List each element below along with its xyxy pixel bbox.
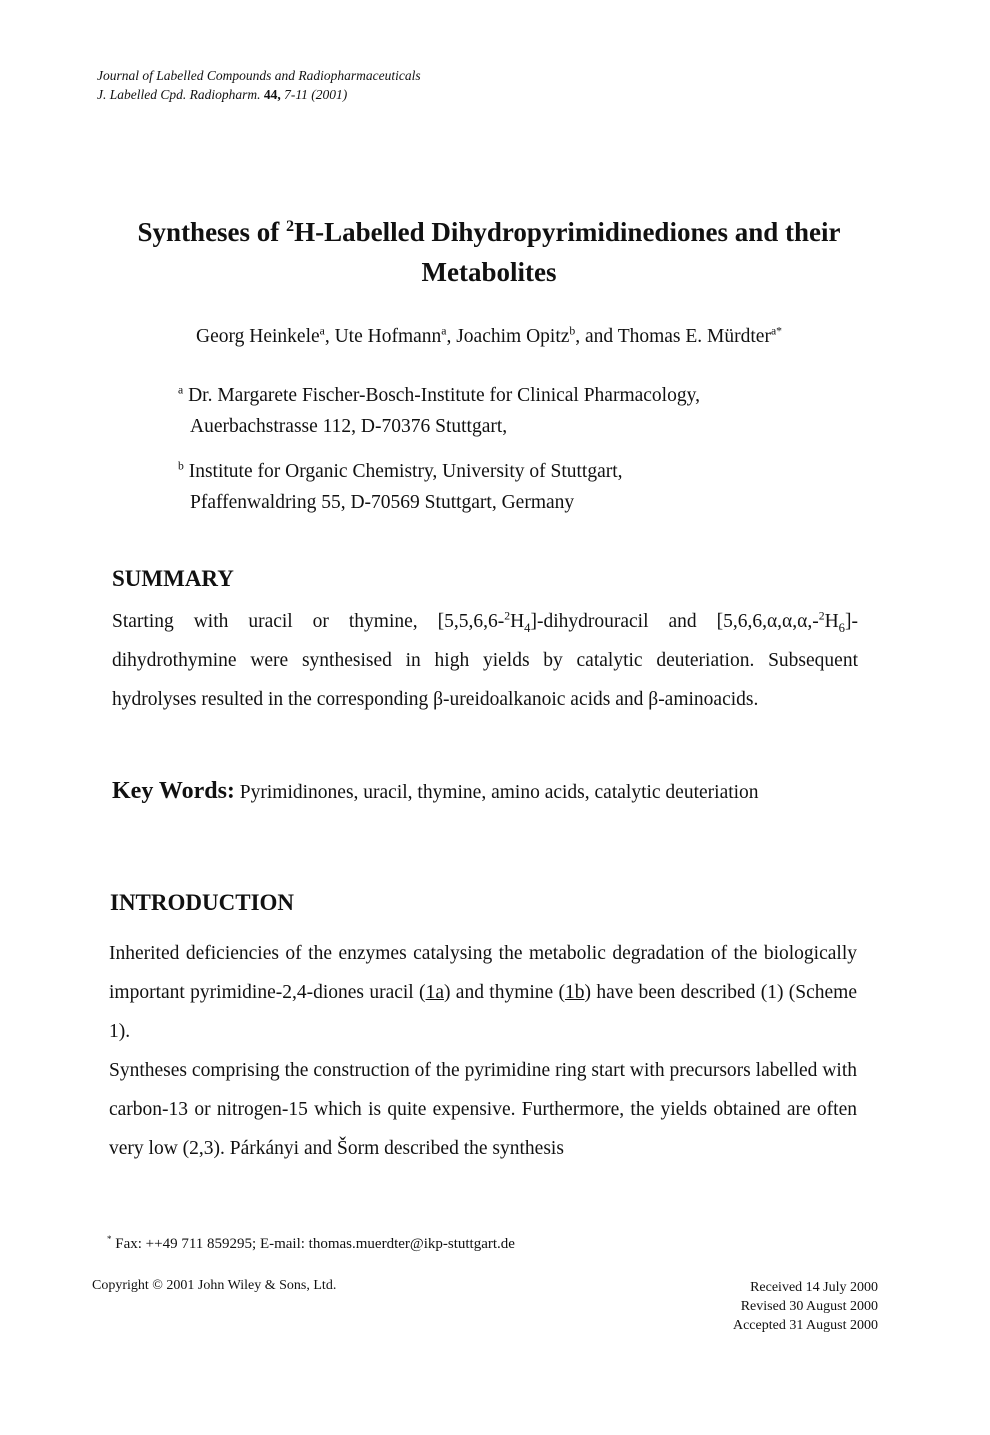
summary-sub: 4 [524,620,531,635]
author: Ute Hofmann [334,326,442,347]
date-accepted: Accepted 31 August 2000 [732,1318,878,1333]
author-mark: a [441,324,447,338]
compound-ref-1a: 1a [425,982,444,1003]
keywords-label: Key Words: [112,778,235,804]
compound-ref-1b: 1b [565,982,585,1003]
title-pre: Syntheses of [137,217,287,247]
intro-part: ) have been described (1) (Scheme 1). [109,982,857,1042]
journal-volume: 44, [263,87,281,102]
keywords [112,778,759,805]
date-revised: Revised 30 August 2000 [740,1299,878,1314]
author-mark: a [319,324,325,338]
summary-heading: SUMMARY [112,566,234,591]
summary-part: ]-dihydrouracil and [5,6,6,α,α,α,- [530,611,819,632]
summary-part: H [510,611,525,632]
title-rest: H-Labelled Dihydropyrimidinediones and their [294,217,841,247]
journal-name: Journal of Labelled Compounds and Radiopharmaceuticals [97,68,421,83]
summary-part: Starting with uracil or thymine, [5,5,6,6- [112,611,505,632]
affiliation-line-1: Dr. Margarete Fischer-Bosch-Institute for Clinical Pharmacology, [188,385,700,406]
keywords-text: Pyrimidinones, uracil, thymine, amino acids, catalytic deuteriation [239,782,759,803]
author: Joachim Opitz [456,326,570,347]
author: Thomas E. Mürdter [617,326,771,347]
title-sup: 2 [286,217,295,235]
affiliation-mark: a [178,383,184,397]
footnote-text: Fax: ++49 711 859295; E-mail: thomas.muerdter@ikp-stuttgart.de [115,1236,515,1252]
author-mark: a* [770,324,782,338]
summary-sup: 2 [504,609,511,623]
date-received: Received 14 July 2000 [750,1280,878,1295]
introduction-text [109,934,857,1168]
paper-title [60,212,918,292]
intro-part: Inherited deficiencies of the enzymes catalysing the metabolic degradation of the biologically important pyrimidine-2,4-diones uracil ( [109,943,857,1003]
affiliation-a [178,380,700,442]
title-line-2: Metabolites [421,257,557,287]
introduction-heading: INTRODUCTION [110,890,295,915]
summary-sub: 6 [838,620,845,635]
affiliation-line-1: Institute for Organic Chemistry, University of Stuttgart, [188,461,623,482]
copyright: Copyright © 2001 John Wiley & Sons, Ltd. [92,1278,337,1293]
summary-part: ]-dihydrothymine were synthesised in high yields by catalytic deuteriation. Subsequent hydrolyses resulted in the corresponding β-ureidoalkanoic acids and β-aminoacids. [112,611,858,710]
journal-abbrev: J. Labelled Cpd. Radiopharm. [97,87,261,102]
author: Georg Heinkele [196,326,320,347]
title-line-1 [60,212,918,252]
author-sep: , [324,326,335,347]
affiliation-line-2: Auerbachstrasse 112, D-70376 Stuttgart, [190,416,508,437]
author-list [0,326,978,348]
author-sep: , and [575,326,618,347]
affiliation-mark: b [178,459,184,473]
author-sep: , [446,326,457,347]
summary-sup: 2 [818,609,825,623]
introduction-paragraph-2: Syntheses comprising the construction of the pyrimidine ring start with precursors labelled with carbon-13 or nitrogen-15 which is quite expensive. Furthermore, the yields obtained are often very low (2,3). Párkányi and Šorm described the synthesis [109,1060,857,1159]
journal-pages: 7-11 (2001) [284,87,348,102]
author-mark: b [569,324,576,338]
intro-part: ) and thymine ( [443,982,566,1003]
article-dates [733,1278,878,1335]
affiliation-line-2: Pfaffenwaldring 55, D-70569 Stuttgart, Germany [190,492,575,513]
journal-header [97,66,421,104]
introduction-paragraph-1 [109,934,857,1051]
summary-text [112,602,858,719]
affiliation-b [178,456,623,518]
footnote [107,1236,515,1253]
summary-part: H [824,611,839,632]
journal-citation [97,85,421,104]
footnote-mark: * [107,1234,112,1244]
